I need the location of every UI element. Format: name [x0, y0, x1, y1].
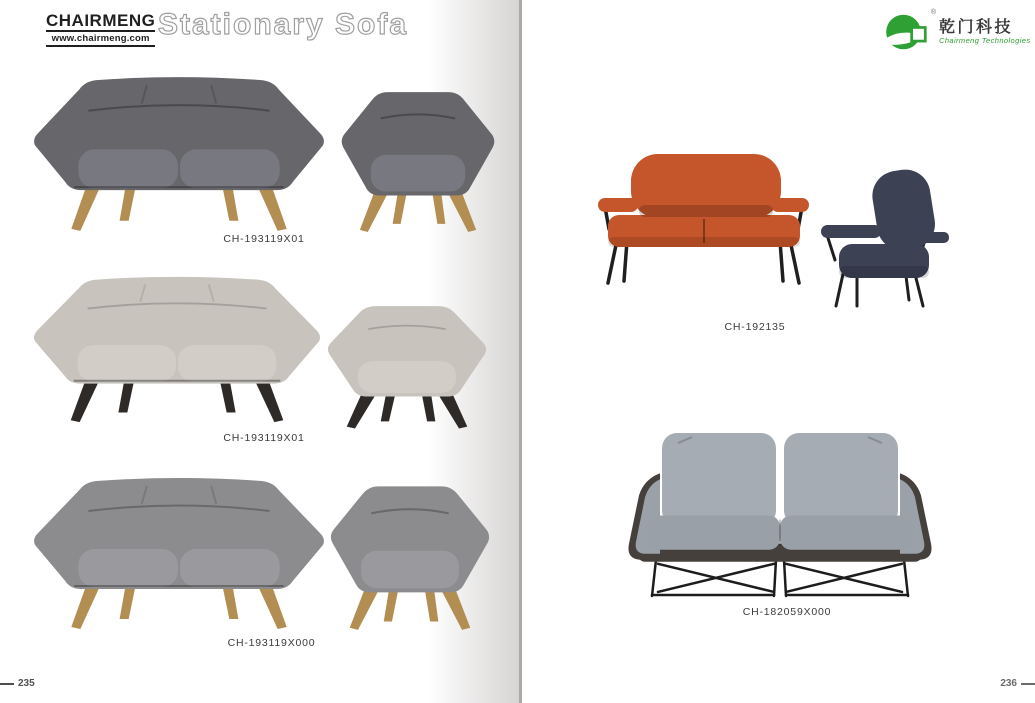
- chair-upholstery: [821, 168, 949, 278]
- sofa-legs: [71, 380, 284, 422]
- armchair-image-greige: [322, 299, 492, 432]
- back-cushions: [662, 433, 898, 526]
- page-number-dash: [1021, 683, 1035, 685]
- sofa-image-greige: [28, 272, 326, 426]
- chair-legs: [360, 193, 476, 232]
- armchair-image-dark-gray: [336, 84, 500, 236]
- sofa-image-dark-gray: [28, 72, 330, 235]
- product-code: CH-193119X000: [227, 637, 316, 649]
- sofa-image-orange: [595, 149, 812, 287]
- brand-logo: [46, 12, 155, 47]
- product-code: CH-193119X01: [223, 233, 305, 245]
- page-number-value: 235: [18, 678, 35, 689]
- brand-url: www.chairmeng.com: [46, 33, 155, 47]
- page-spine-line: [519, 0, 522, 703]
- product-code: CH-193119X01: [223, 432, 305, 444]
- product-code: CH-192135: [724, 321, 786, 333]
- chair-cushion: [358, 361, 456, 393]
- page-number-value: 236: [1000, 678, 1017, 689]
- registered-mark: ®: [930, 9, 936, 16]
- sofa-legs: [71, 585, 286, 629]
- chair-cushion: [361, 551, 459, 588]
- chair-legs: [347, 395, 468, 429]
- armchair-image-gray: [325, 478, 495, 634]
- sofa-legs: [71, 186, 286, 231]
- product-code: CH-182059X000: [742, 606, 832, 618]
- sofa-image-gray: [28, 473, 330, 633]
- chair-cushion: [371, 155, 465, 191]
- company-logo: [884, 9, 1031, 52]
- sofa-body: [34, 77, 324, 190]
- page-title: Stationary Sofa: [158, 8, 409, 41]
- sofa-body: [34, 277, 320, 384]
- leaf-swoosh-icon: [884, 12, 932, 52]
- wire-legs: [652, 560, 908, 596]
- chair-legs: [350, 590, 471, 630]
- company-name-cn: 乾门科技: [939, 18, 1014, 36]
- sofa-image-wire-base: [618, 431, 942, 600]
- company-name-en: Chairmeng Technologies: [939, 36, 1031, 46]
- sofa-body: [34, 478, 324, 589]
- page-number-dash: [0, 683, 14, 685]
- page-number-right: [1000, 678, 1035, 689]
- page-number-left: [0, 678, 35, 689]
- brand-name: CHAIRMENG: [46, 11, 156, 30]
- armchair-image-navy: [818, 168, 952, 310]
